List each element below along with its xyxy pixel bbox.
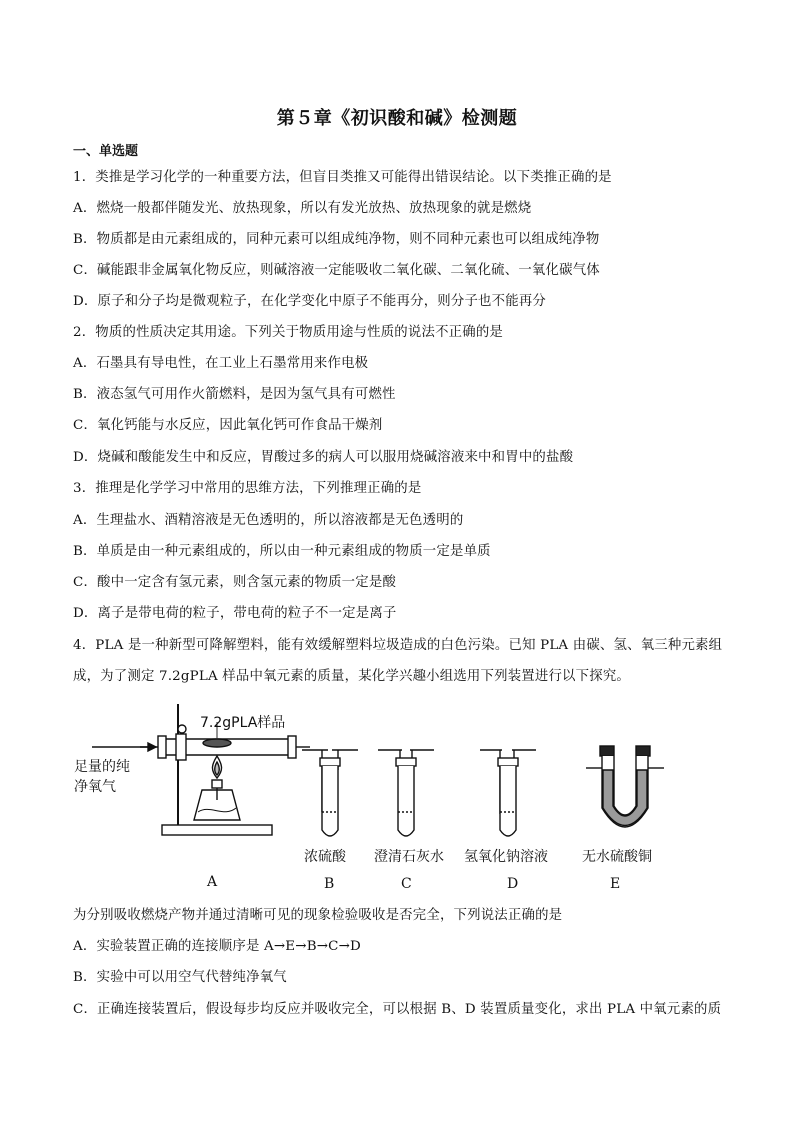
question-3-option-a: A．生理盐水、酒精溶液是无色透明的，所以溶液都是无色透明的 bbox=[73, 513, 464, 528]
label-c: C bbox=[401, 876, 412, 892]
question-4-stem-line-2: 成，为了测定 7.2gPLA 样品中氧元素的质量，某化学兴趣小组选用下列装置进行以下探究。 bbox=[73, 669, 631, 684]
sample-label: 7.2gPLA样品 bbox=[200, 715, 286, 731]
question-4-prompt: 为分别吸收燃烧产物并通过清晰可见的现象检验吸收是否完全，下列说法正确的是 bbox=[73, 908, 563, 923]
label-e: E bbox=[610, 876, 621, 892]
label-a: A bbox=[207, 874, 218, 890]
label-b: B bbox=[324, 876, 335, 892]
question-3-option-c: C．酸中一定含有氢元素，则含氢元素的物质一定是酸 bbox=[73, 575, 397, 590]
question-1-option-b: B．物质都是由元素组成的，同种元素可以组成纯净物，则不同种元素也可以组成纯净物 bbox=[73, 232, 600, 247]
question-2-stem: 2．物质的性质决定其用途。下列关于物质用途与性质的说法不正确的是 bbox=[73, 325, 504, 340]
apparatus-b bbox=[302, 750, 358, 836]
oxygen-label-line-1: 足量的纯 bbox=[74, 759, 130, 775]
stand-base bbox=[162, 825, 272, 835]
reagent-c: 澄清石灰水 bbox=[374, 849, 444, 865]
reagent-e: 无水硫酸铜 bbox=[582, 849, 652, 865]
question-4-option-b: B．实验中可以用空气代替纯净氧气 bbox=[73, 970, 287, 985]
question-3-option-d: D．离子是带电荷的粒子，带电荷的粒子不一定是离子 bbox=[73, 606, 397, 621]
question-3-stem: 3．推理是化学学习中常用的思维方法，下列推理正确的是 bbox=[73, 481, 422, 496]
apparatus-c bbox=[378, 750, 434, 836]
question-1-stem: 1．类推是学习化学的一种重要方法，但盲目类推又可能得出错误结论。以下类推正确的是 bbox=[73, 170, 612, 185]
question-4-option-a: A．实验装置正确的连接顺序是 A→E→B→C→D bbox=[73, 939, 361, 954]
pla-sample bbox=[203, 739, 231, 747]
oxygen-label-line-2: 净氧气 bbox=[74, 779, 116, 795]
question-2-option-b: B．液态氢气可用作火箭燃料，是因为氢气具有可燃性 bbox=[73, 387, 396, 402]
lamp-neck bbox=[212, 780, 222, 788]
apparatus-d bbox=[480, 750, 536, 836]
question-1-option-c: C．碱能跟非金属氧化物反应，则碱溶液一定能吸收二氧化碳、二氧化硫、一氧化碳气体 bbox=[73, 263, 600, 278]
question-2-option-d: D．烧碱和酸能发生中和反应，胃酸过多的病人可以服用烧碱溶液来中和胃中的盐酸 bbox=[73, 450, 574, 465]
question-2-option-a: A．石墨具有导电性，在工业上石墨常用来作电极 bbox=[73, 356, 369, 371]
apparatus-figure bbox=[70, 700, 720, 900]
question-4-option-c: C．正确连接装置后，假设每步均反应并吸收完全，可以根据 B、D 装置质量变化，求出 PLA 中氧元素的质 bbox=[73, 1002, 722, 1017]
apparatus-drawing bbox=[70, 700, 720, 900]
question-3-option-b: B．单质是由一种元素组成的，所以由一种元素组成的物质一定是单质 bbox=[73, 544, 491, 559]
question-1-option-a: A．燃烧一般都伴随发光、放热现象，所以有发光放热、放热现象的就是燃烧 bbox=[73, 201, 532, 216]
page-title: 第５章《初识酸和碱》检测题 bbox=[276, 108, 518, 129]
label-d: D bbox=[507, 876, 519, 892]
apparatus-e bbox=[586, 746, 664, 827]
question-4-stem-line-1: 4．PLA 是一种新型可降解塑料，能有效缓解塑料垃圾造成的白色污染。已知 PLA 由碳、氢、氧三种元素组 bbox=[73, 638, 723, 653]
question-2-option-c: C．氧化钙能与水反应，因此氧化钙可作食品干燥剂 bbox=[73, 418, 383, 433]
section-heading: 一、单选题 bbox=[73, 144, 139, 159]
question-1-option-d: D．原子和分子均是微观粒子，在化学变化中原子不能再分，则分子也不能再分 bbox=[73, 294, 547, 309]
reagent-b: 浓硫酸 bbox=[304, 849, 346, 865]
reagent-d: 氢氧化钠溶液 bbox=[464, 849, 548, 865]
